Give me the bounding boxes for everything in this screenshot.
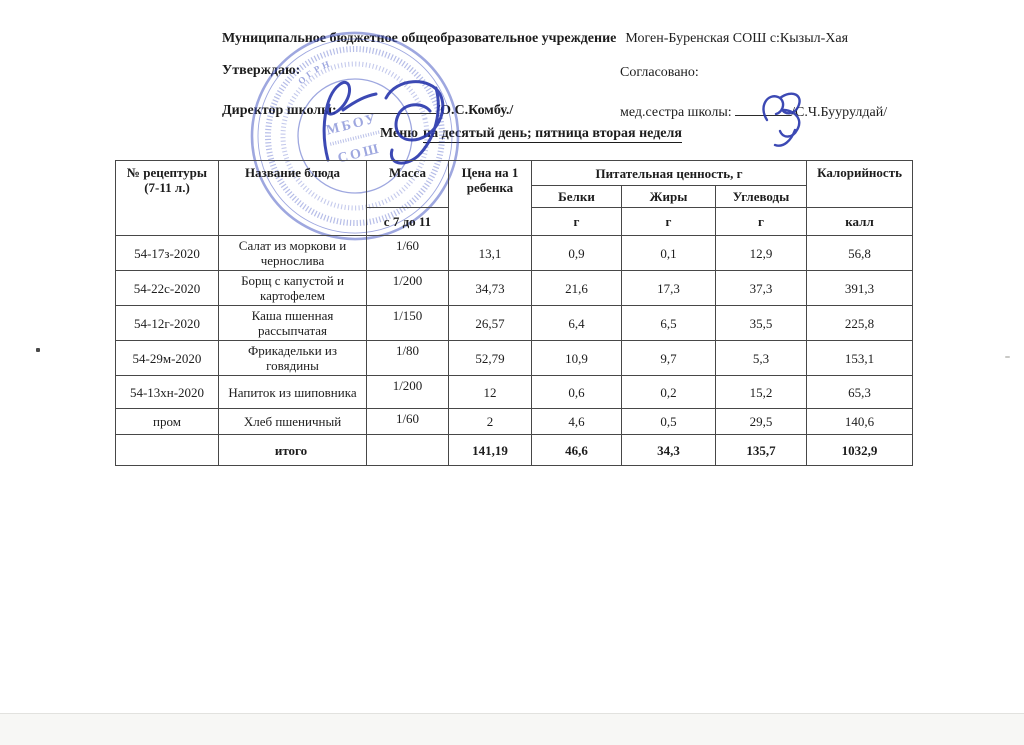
col-subheader-carbs-gram: г bbox=[716, 208, 807, 236]
col-subheader-protein-gram: г bbox=[532, 208, 622, 236]
carbs-value: 15,2 bbox=[716, 376, 807, 409]
table-row bbox=[116, 376, 913, 409]
carbs-value: 12,9 bbox=[716, 236, 807, 271]
table-row bbox=[116, 236, 913, 271]
recipe-code: 54-17з-2020 bbox=[116, 236, 219, 271]
kcal-value: 225,8 bbox=[807, 306, 913, 341]
mass-value: 1/60 bbox=[367, 409, 449, 435]
director-signature-line bbox=[222, 101, 513, 119]
nurse-signature-underline bbox=[735, 103, 791, 116]
dish-name: Борщ с капустой и картофелем bbox=[219, 271, 367, 306]
mass-value: 1/150 bbox=[367, 306, 449, 341]
nurse-label: мед.сестра школы: bbox=[620, 105, 732, 120]
col-header-dish: Название блюда bbox=[219, 161, 367, 236]
kcal-value: 56,8 bbox=[807, 236, 913, 271]
mass-value: 1/80 bbox=[367, 341, 449, 376]
total-carbs: 135,7 bbox=[716, 435, 807, 466]
price-value: 12 bbox=[449, 376, 532, 409]
dish-name: Салат из моркови и чернослива bbox=[219, 236, 367, 271]
col-header-fat: Жиры bbox=[622, 186, 716, 208]
recipe-code: 54-29м-2020 bbox=[116, 341, 219, 376]
recipe-code: 54-22с-2020 bbox=[116, 271, 219, 306]
price-value: 34,73 bbox=[449, 271, 532, 306]
kcal-value: 391,3 bbox=[807, 271, 913, 306]
mass-value: 1/200 bbox=[367, 376, 449, 409]
stamp-inner-text-top: МБОУ bbox=[324, 111, 380, 139]
dish-name: Напиток из шиповника bbox=[219, 376, 367, 409]
fat-value: 0,5 bbox=[622, 409, 716, 435]
stamp-inner-text-bottom: СОШ bbox=[336, 141, 383, 167]
nurse-name: /С.Ч.Буурулдай/ bbox=[791, 105, 888, 120]
protein-value: 0,6 bbox=[532, 376, 622, 409]
col-subheader-fat-gram: г bbox=[622, 208, 716, 236]
kcal-value: 65,3 bbox=[807, 376, 913, 409]
director-label: Директор школы: bbox=[222, 103, 337, 118]
table-row bbox=[116, 306, 913, 341]
col-subheader-calories-unit: калл bbox=[807, 208, 913, 236]
school-name: Моген-Буренская СОШ с:Кызыл-Хая bbox=[625, 31, 849, 46]
protein-value: 0,9 bbox=[532, 236, 622, 271]
agree-label: Согласовано: bbox=[620, 65, 699, 80]
carbs-value: 35,5 bbox=[716, 306, 807, 341]
col-header-carbs: Углеводы bbox=[716, 186, 807, 208]
director-name: /О.С.Комбу./ bbox=[436, 103, 514, 118]
fat-value: 9,7 bbox=[622, 341, 716, 376]
col-header-protein: Белки bbox=[532, 186, 622, 208]
recipe-code: 54-13хн-2020 bbox=[116, 376, 219, 409]
total-empty-code bbox=[116, 435, 219, 466]
table-row bbox=[116, 271, 913, 306]
total-empty-mass bbox=[367, 435, 449, 466]
approve-label: Утверждаю: bbox=[222, 63, 301, 78]
scanner-edge-shadow bbox=[0, 713, 1024, 745]
dish-name: Хлеб пшеничный bbox=[219, 409, 367, 435]
recipe-code: 54-12г-2020 bbox=[116, 306, 219, 341]
carbs-value: 5,3 bbox=[716, 341, 807, 376]
total-label: итого bbox=[219, 435, 367, 466]
fat-value: 17,3 bbox=[622, 271, 716, 306]
table-total-row bbox=[116, 435, 913, 466]
stamp-ring-text: ОГРН bbox=[295, 57, 334, 87]
kcal-value: 140,6 bbox=[807, 409, 913, 435]
dish-name: Фрикадельки из говядины bbox=[219, 341, 367, 376]
protein-value: 10,9 bbox=[532, 341, 622, 376]
nurse-signature-line bbox=[620, 103, 887, 121]
carbs-value: 37,3 bbox=[716, 271, 807, 306]
col-header-price: Цена на 1 ребенка bbox=[449, 161, 532, 236]
protein-value: 4,6 bbox=[532, 409, 622, 435]
scan-speck bbox=[1005, 356, 1010, 358]
menu-title-prefix: Меню bbox=[380, 126, 419, 141]
menu-table-container bbox=[115, 160, 913, 466]
price-value: 26,57 bbox=[449, 306, 532, 341]
dish-name: Каша пшенная рассыпчатая bbox=[219, 306, 367, 341]
col-subheader-mass-age: с 7 до 11 bbox=[367, 208, 449, 236]
col-header-mass: Масса bbox=[367, 161, 449, 208]
total-price: 141,19 bbox=[449, 435, 532, 466]
col-header-calories: Калорийность bbox=[807, 161, 913, 208]
total-fat: 34,3 bbox=[622, 435, 716, 466]
fat-value: 6,5 bbox=[622, 306, 716, 341]
organization-name bbox=[222, 31, 848, 47]
price-value: 2 bbox=[449, 409, 532, 435]
mass-value: 1/200 bbox=[367, 271, 449, 306]
carbs-value: 29,5 bbox=[716, 409, 807, 435]
menu-title-underlined: на десятый день; пятница вторая неделя bbox=[423, 126, 682, 141]
table-row bbox=[116, 341, 913, 376]
scan-speck bbox=[36, 348, 40, 352]
fat-value: 0,1 bbox=[622, 236, 716, 271]
mass-value: 1/60 bbox=[367, 236, 449, 271]
col-header-recipe-no: № рецептуры (7-11 л.) bbox=[116, 161, 219, 236]
recipe-code: пром bbox=[116, 409, 219, 435]
price-value: 52,79 bbox=[449, 341, 532, 376]
menu-table bbox=[115, 160, 913, 466]
organization-name-bold: Муниципальное бюджетное общеобразовательное учреждение bbox=[222, 31, 617, 46]
protein-value: 21,6 bbox=[532, 271, 622, 306]
total-kcal: 1032,9 bbox=[807, 435, 913, 466]
kcal-value: 153,1 bbox=[807, 341, 913, 376]
director-signature-underline bbox=[340, 101, 436, 114]
col-header-nutrition: Питательная ценность, г bbox=[532, 161, 807, 186]
total-protein: 46,6 bbox=[532, 435, 622, 466]
price-value: 13,1 bbox=[449, 236, 532, 271]
menu-title bbox=[380, 126, 682, 142]
table-row bbox=[116, 409, 913, 435]
protein-value: 6,4 bbox=[532, 306, 622, 341]
fat-value: 0,2 bbox=[622, 376, 716, 409]
